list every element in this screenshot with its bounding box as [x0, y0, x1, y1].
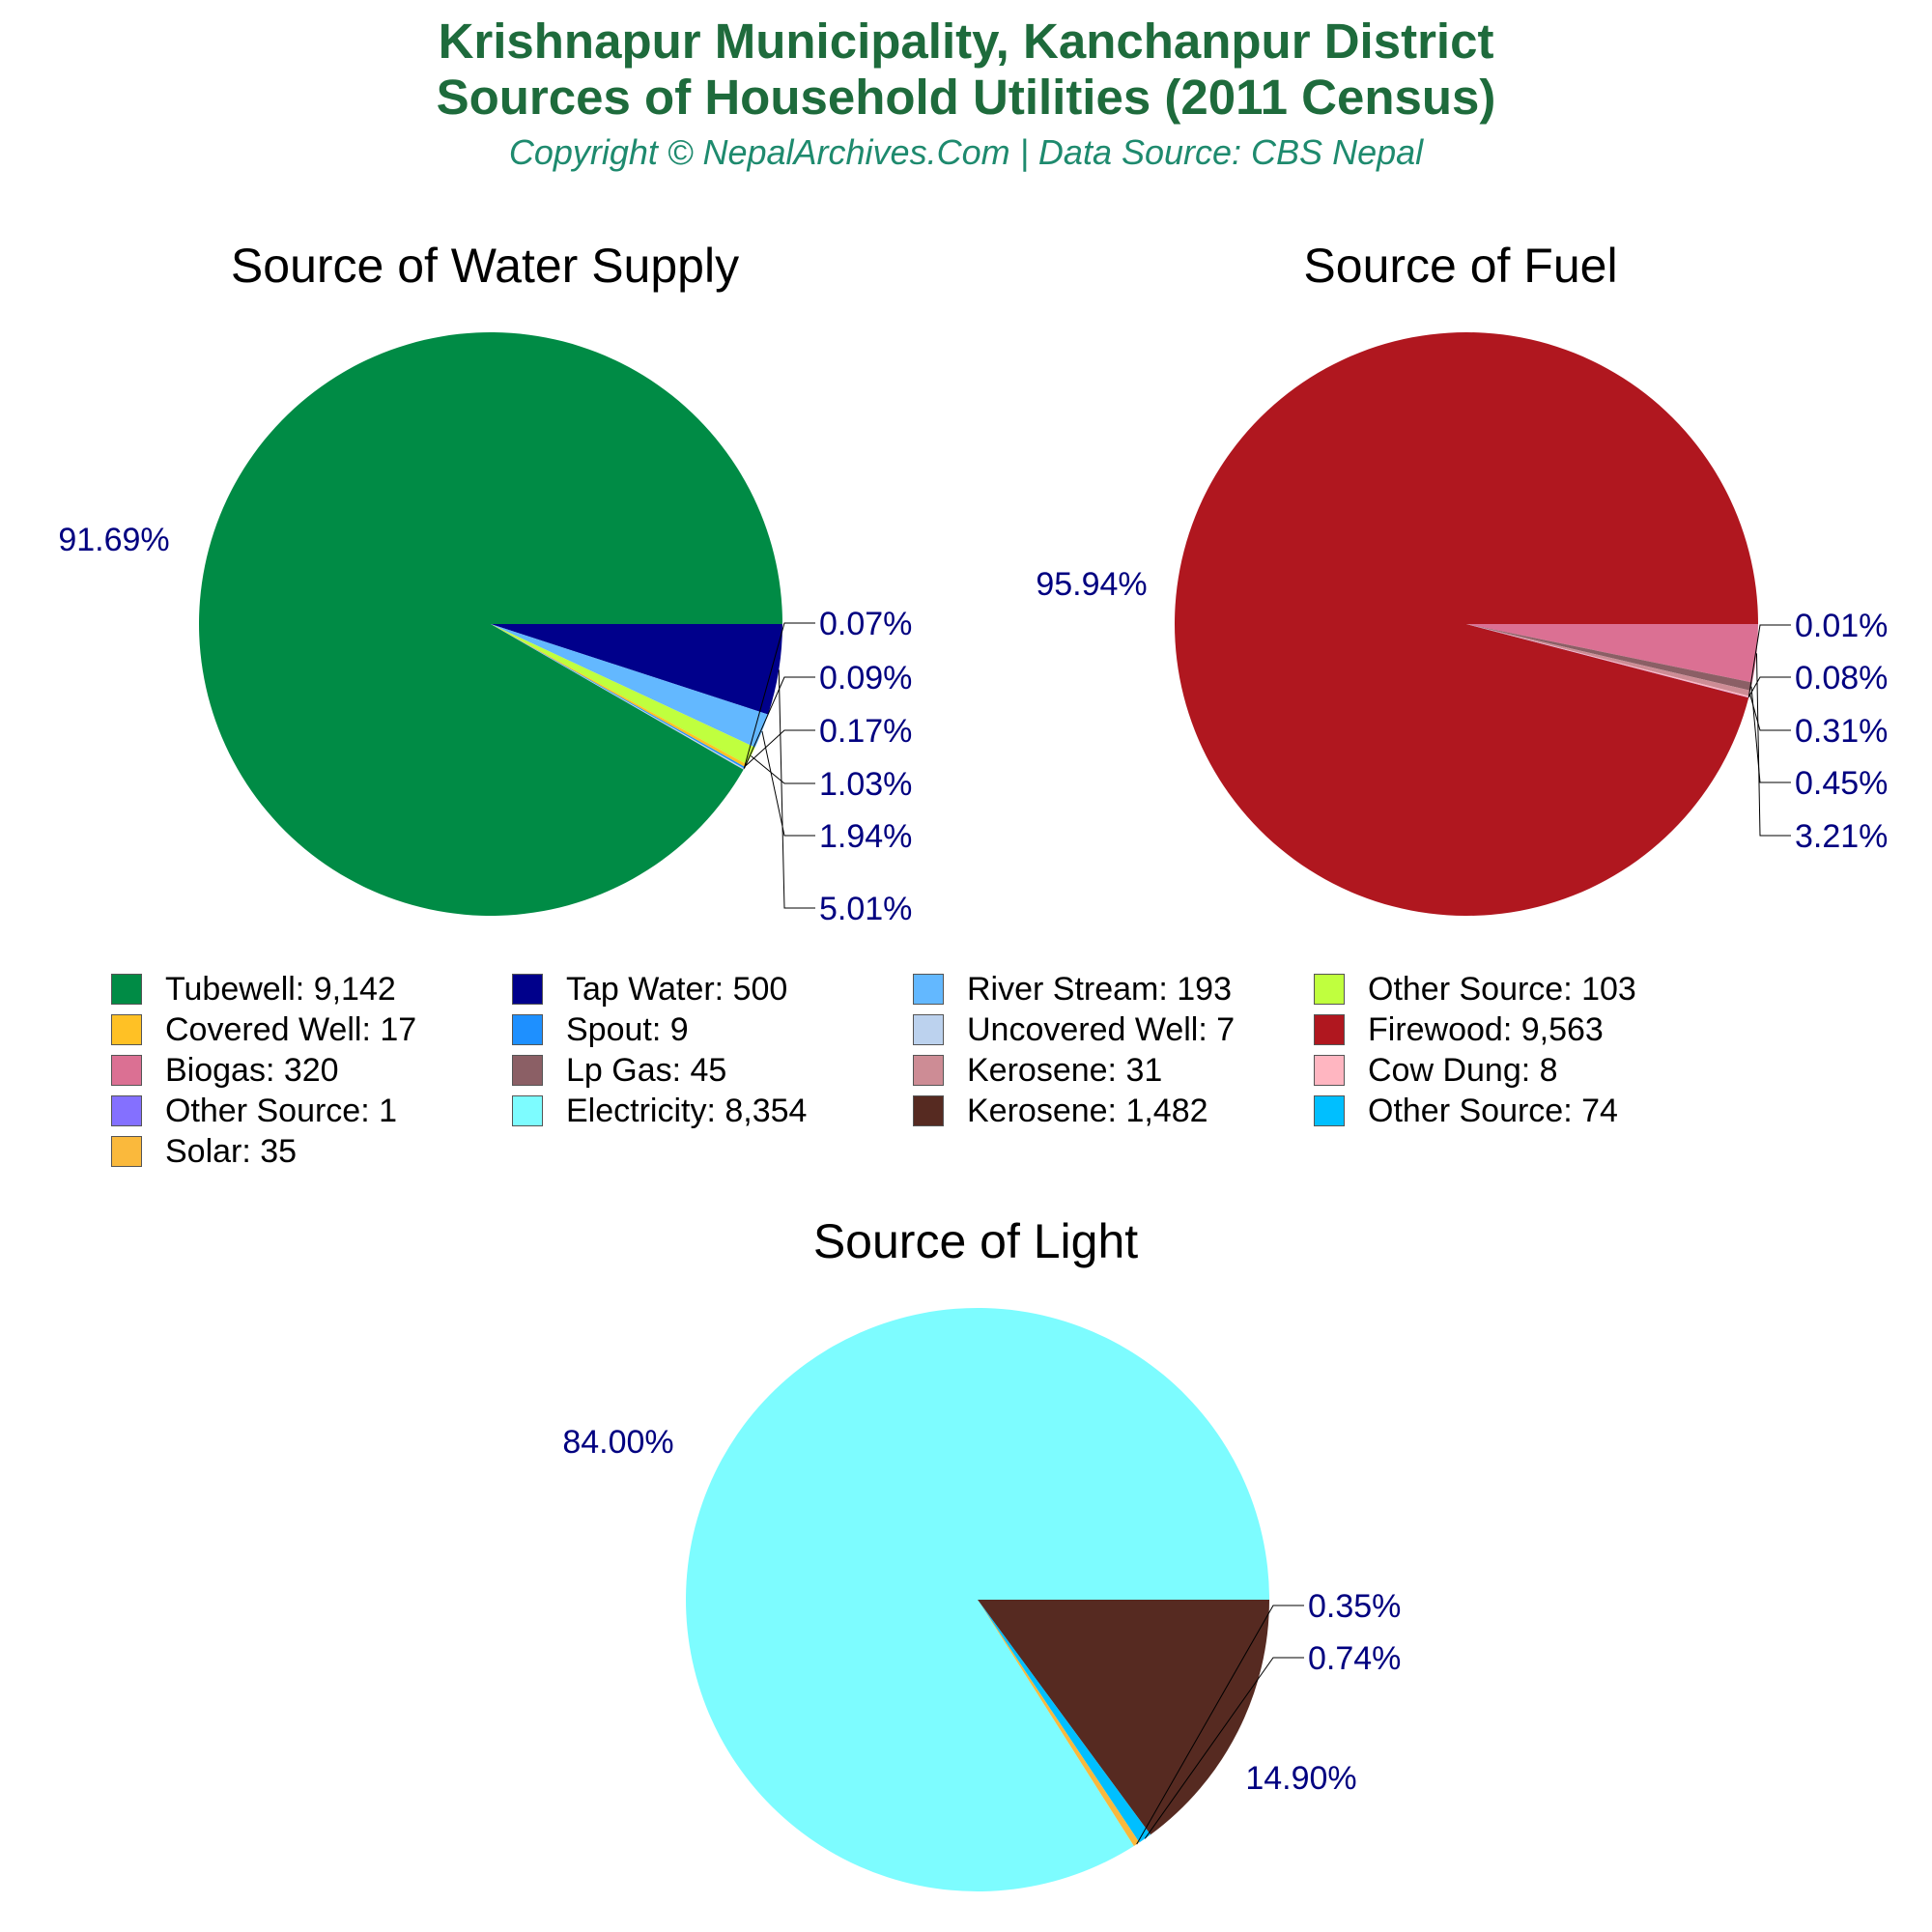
main-title-line-2: Sources of Household Utilities (2011 Census) [436, 70, 1496, 125]
slice-percent-label: 91.69% [58, 522, 170, 558]
legend-item [512, 1050, 913, 1091]
water-supply-pie-chart [58, 239, 912, 927]
legend-swatch [512, 1014, 543, 1045]
legend-item [512, 1009, 913, 1050]
legend-item [913, 1050, 1314, 1091]
legend-item [913, 969, 1314, 1009]
legend-item [913, 1009, 1314, 1050]
light-slices [686, 1308, 1269, 1891]
slice-percent-label: 1.03% [819, 766, 913, 803]
slice-percent-label: 95.94% [1036, 566, 1148, 603]
slice-percent-label: 0.07% [819, 606, 913, 642]
light-pie-chart [562, 1214, 1401, 1891]
legend-swatch [512, 1095, 543, 1126]
main-title-line-1: Krishnapur Municipality, Kanchanpur District [438, 14, 1494, 69]
fuel-chart-title: Source of Fuel [1303, 239, 1618, 293]
legend-item [111, 1091, 512, 1131]
legend-label: Uncovered Well: 7 [967, 1010, 1236, 1048]
legend-label: Tap Water: 500 [566, 970, 788, 1008]
slice-percent-label: 0.08% [1795, 660, 1889, 696]
legend-swatch [913, 1014, 944, 1045]
legend-label: Tubewell: 9,142 [165, 970, 396, 1008]
legend-swatch [111, 1055, 142, 1086]
slice-percent-label: 0.74% [1308, 1640, 1402, 1677]
legend-label: Covered Well: 17 [165, 1010, 417, 1048]
label-leader-line [1756, 653, 1791, 836]
legend-swatch [111, 974, 142, 1005]
legend-label: Electricity: 8,354 [566, 1092, 808, 1129]
legend-label: Biogas: 320 [165, 1051, 339, 1089]
legend-swatch [913, 974, 944, 1005]
legend-swatch [1314, 974, 1345, 1005]
legend-label: Firewood: 9,563 [1368, 1010, 1604, 1048]
legend-swatch [111, 1095, 142, 1126]
legend-item [1314, 969, 1715, 1009]
legend-label: Other Source: 1 [165, 1092, 398, 1129]
label-leader-line [751, 756, 815, 783]
slice-percent-label: 5.01% [819, 891, 913, 927]
legend [111, 969, 1908, 1172]
legend-item [1314, 1091, 1715, 1131]
slice-percent-label: 0.45% [1795, 765, 1889, 802]
slice-percent-label: 14.90% [1245, 1760, 1357, 1797]
legend-label: Spout: 9 [566, 1010, 689, 1048]
legend-swatch [1314, 1014, 1345, 1045]
legend-item [111, 1009, 512, 1050]
pie-slice-firewood [1175, 332, 1758, 916]
legend-item [512, 969, 913, 1009]
legend-swatch [1314, 1055, 1345, 1086]
slice-percent-label: 84.00% [562, 1424, 674, 1461]
legend-label: Other Source: 103 [1368, 970, 1636, 1008]
water-supply-chart-title: Source of Water Supply [230, 239, 740, 293]
legend-item [111, 969, 512, 1009]
legend-swatch [512, 1055, 543, 1086]
slice-percent-label: 0.01% [1795, 608, 1889, 644]
legend-swatch [913, 1095, 944, 1126]
fuel-slices [1175, 332, 1758, 916]
label-leader-line [779, 669, 815, 908]
legend-swatch [512, 974, 543, 1005]
legend-item [913, 1091, 1314, 1131]
legend-swatch [1314, 1095, 1345, 1126]
legend-item [1314, 1009, 1715, 1050]
legend-label: River Stream: 193 [967, 970, 1232, 1008]
label-leader-line [1748, 677, 1791, 696]
legend-swatch [111, 1136, 142, 1167]
slice-percent-label: 0.17% [819, 713, 913, 750]
label-leader-line [1749, 694, 1791, 730]
legend-label: Cow Dung: 8 [1368, 1051, 1558, 1089]
legend-label: Solar: 35 [165, 1132, 298, 1170]
slice-percent-label: 0.31% [1795, 713, 1889, 750]
slice-percent-label: 3.21% [1795, 818, 1889, 855]
legend-label: Other Source: 74 [1368, 1092, 1618, 1129]
copyright-subtitle: Copyright © NepalArchives.Com | Data Source: CBS Nepal [508, 132, 1424, 172]
fuel-pie-chart [1036, 239, 1888, 916]
legend-item [1314, 1050, 1715, 1091]
light-chart-title: Source of Light [812, 1214, 1139, 1268]
legend-item [111, 1131, 512, 1172]
legend-swatch [913, 1055, 944, 1086]
legend-item [111, 1050, 512, 1091]
slice-percent-label: 0.35% [1308, 1588, 1402, 1625]
slice-percent-label: 1.94% [819, 818, 913, 855]
legend-swatch [111, 1014, 142, 1045]
legend-item [512, 1091, 913, 1131]
legend-label: Kerosene: 31 [967, 1051, 1163, 1089]
water-supply-slices [199, 332, 782, 916]
legend-label: Kerosene: 1,482 [967, 1092, 1208, 1129]
legend-label: Lp Gas: 45 [566, 1051, 727, 1089]
slice-percent-label: 0.09% [819, 660, 913, 696]
